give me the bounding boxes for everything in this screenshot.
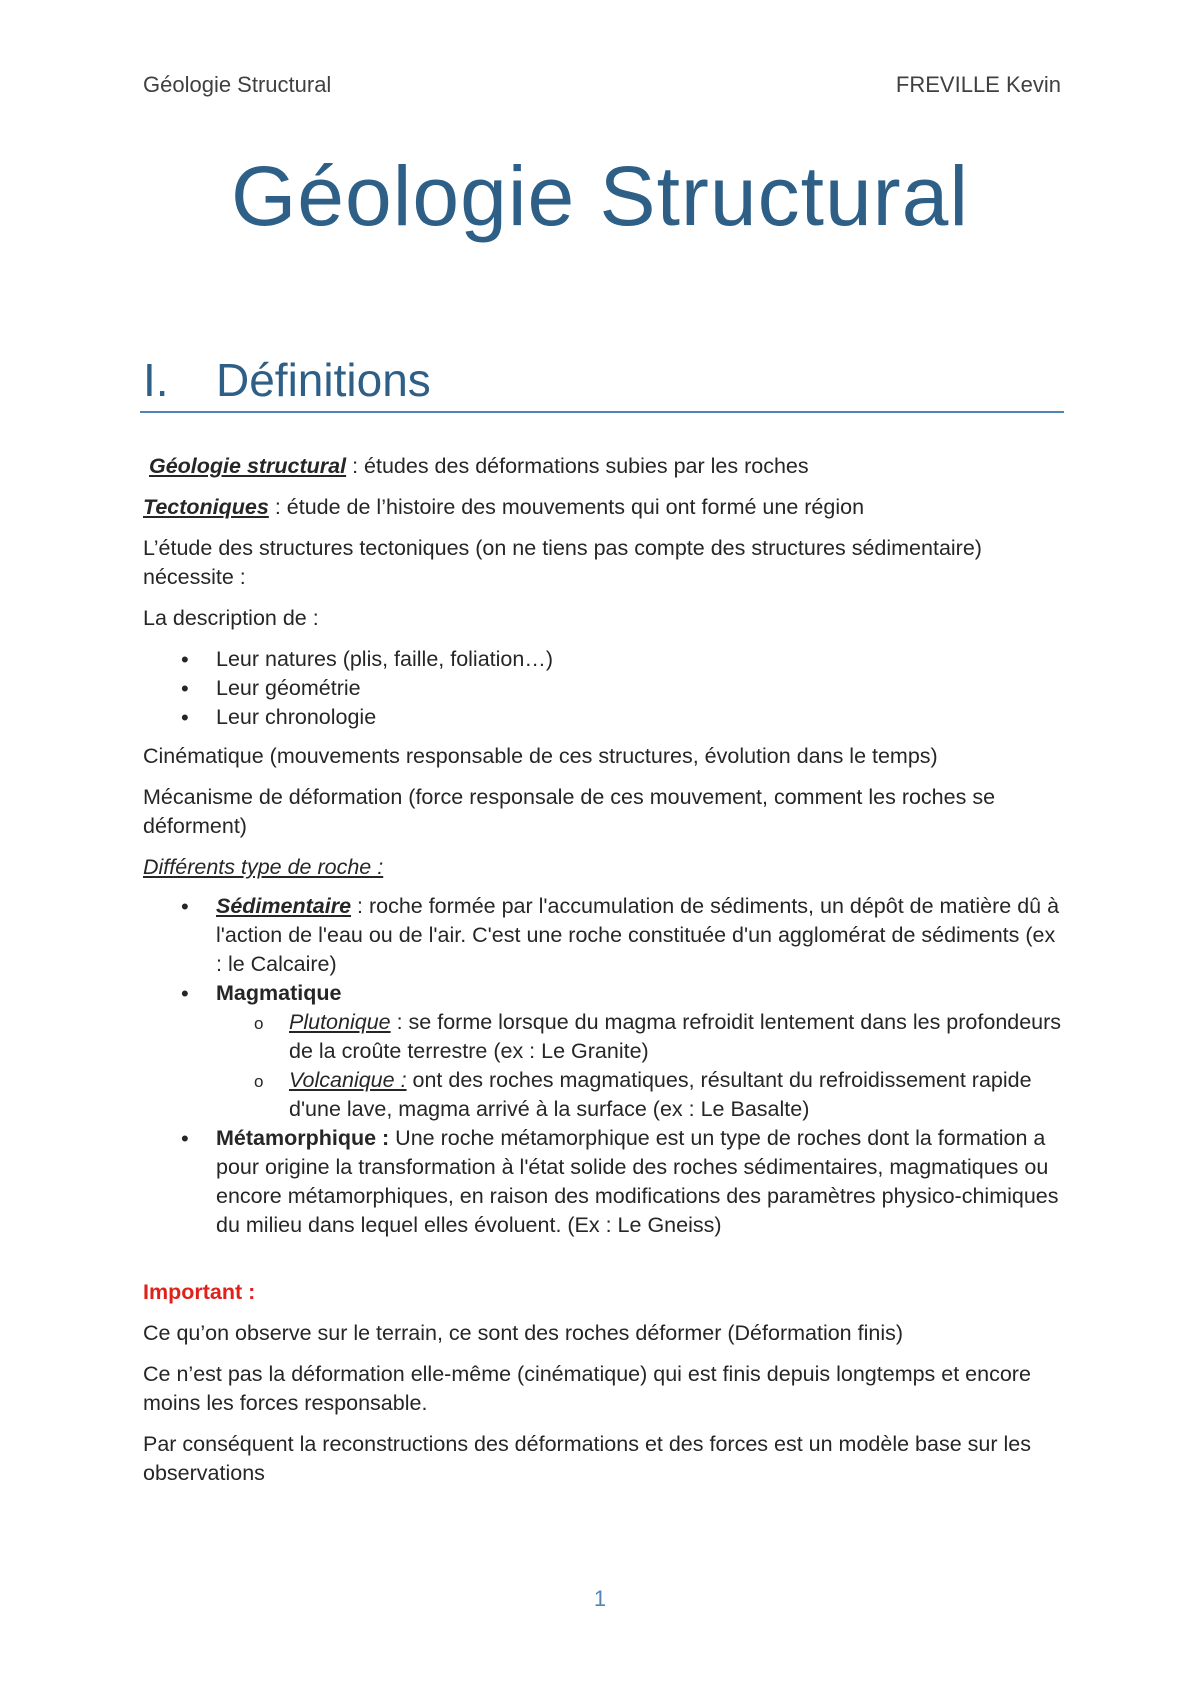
subtype-term: Volcanique :	[289, 1068, 407, 1092]
paragraph-mecanisme: Mécanisme de déformation (force responsale de ces mouvement, comment les roches se déforment)	[143, 785, 996, 838]
description-list	[143, 645, 1063, 732]
subtype-text: ont des roches magmatiques, résultant du refroidissement rapide d'une lave, magma arrivé à la surface (ex : Le Basalte)	[289, 1068, 1032, 1121]
spacer	[143, 1250, 1063, 1278]
paragraph-description: La description de :	[143, 606, 319, 630]
document-title: Géologie Structural	[230, 149, 970, 243]
rock-types-list	[143, 892, 1063, 1240]
definition-term: Tectoniques	[143, 495, 269, 519]
rock-type-term: Sédimentaire	[216, 894, 352, 918]
definition-text: : études des déformations subies par les roches	[346, 454, 809, 478]
paragraph-etude: L’étude des structures tectoniques (on ne tiens pas compte des structures sédimentaire) nécessite :	[143, 536, 982, 589]
rock-type-text: : roche formée par l'accumulation de sédiments, un dépôt de matière dû à l'action de l'eau ou de l'air. C'est une roche constituée d'un agglomérat de sédiments (ex : le Calcaire)	[216, 894, 1060, 976]
important-paragraph-2: Ce n’est pas la déformation elle-même (cinématique) qui est finis depuis longtemps et encore moins les forces responsable.	[143, 1362, 1031, 1415]
list-item-plutonique	[216, 1008, 1063, 1066]
definition-term: Géologie structural	[148, 454, 347, 478]
definition-text: : étude de l’histoire des mouvements qui ont formé une région	[268, 495, 865, 519]
magmatique-sublist	[216, 1008, 1063, 1124]
rock-type-term: Magmatique	[216, 981, 342, 1005]
page-number: 1	[593, 1586, 607, 1611]
subtype-text: : se forme lorsque du magma refroidit lentement dans les profondeurs de la croûte terrestre (ex : Le Granite)	[289, 1010, 1062, 1063]
rock-type-text: Une roche métamorphique est un type de roches dont la formation a pour origine la transformation à l'état solide des roches sédimentaires, magmatiques ou encore métamorphiques, en raison des modifications des paramètres physico-chimiques du milieu dans lequel elles évoluent. (Ex : Le Gneiss)	[216, 1126, 1059, 1237]
paragraph-cinematique: Cinématique (mouvements responsable de ces structures, évolution dans le temps)	[143, 744, 938, 768]
section-number: I.	[143, 354, 169, 406]
definition-tectoniques	[143, 493, 1063, 522]
section-heading	[140, 353, 1064, 413]
rock-type-term: Métamorphique :	[216, 1126, 390, 1150]
important-paragraph-3: Par conséquent la reconstructions des déformations et des forces est un modèle base sur les observations	[143, 1432, 1031, 1485]
types-heading: Différents type de roche :	[143, 855, 384, 879]
document-body	[143, 452, 1063, 1500]
page-header	[143, 72, 1061, 98]
header-right: FREVILLE Kevin	[895, 72, 1061, 97]
important-paragraph-1: Ce qu’on observe sur le terrain, ce sont des roches déformer (Déformation finis)	[143, 1321, 904, 1345]
list-item-volcanique	[216, 1066, 1063, 1124]
list-item: • Leur chronologie	[143, 703, 1063, 732]
list-item-magmatique	[143, 979, 1063, 1124]
list-item: • Leur géométrie	[143, 674, 1063, 703]
definition-geologie	[143, 452, 1063, 481]
important-label: Important :	[143, 1280, 256, 1304]
section-title: Définitions	[216, 354, 431, 406]
list-item-metamorphique	[143, 1124, 1063, 1240]
list-item: • Leur natures (plis, faille, foliation…)	[143, 645, 1063, 674]
list-item-sedimentaire	[143, 892, 1063, 979]
header-left: Géologie Structural	[143, 72, 332, 97]
subtype-term: Plutonique	[289, 1010, 391, 1034]
